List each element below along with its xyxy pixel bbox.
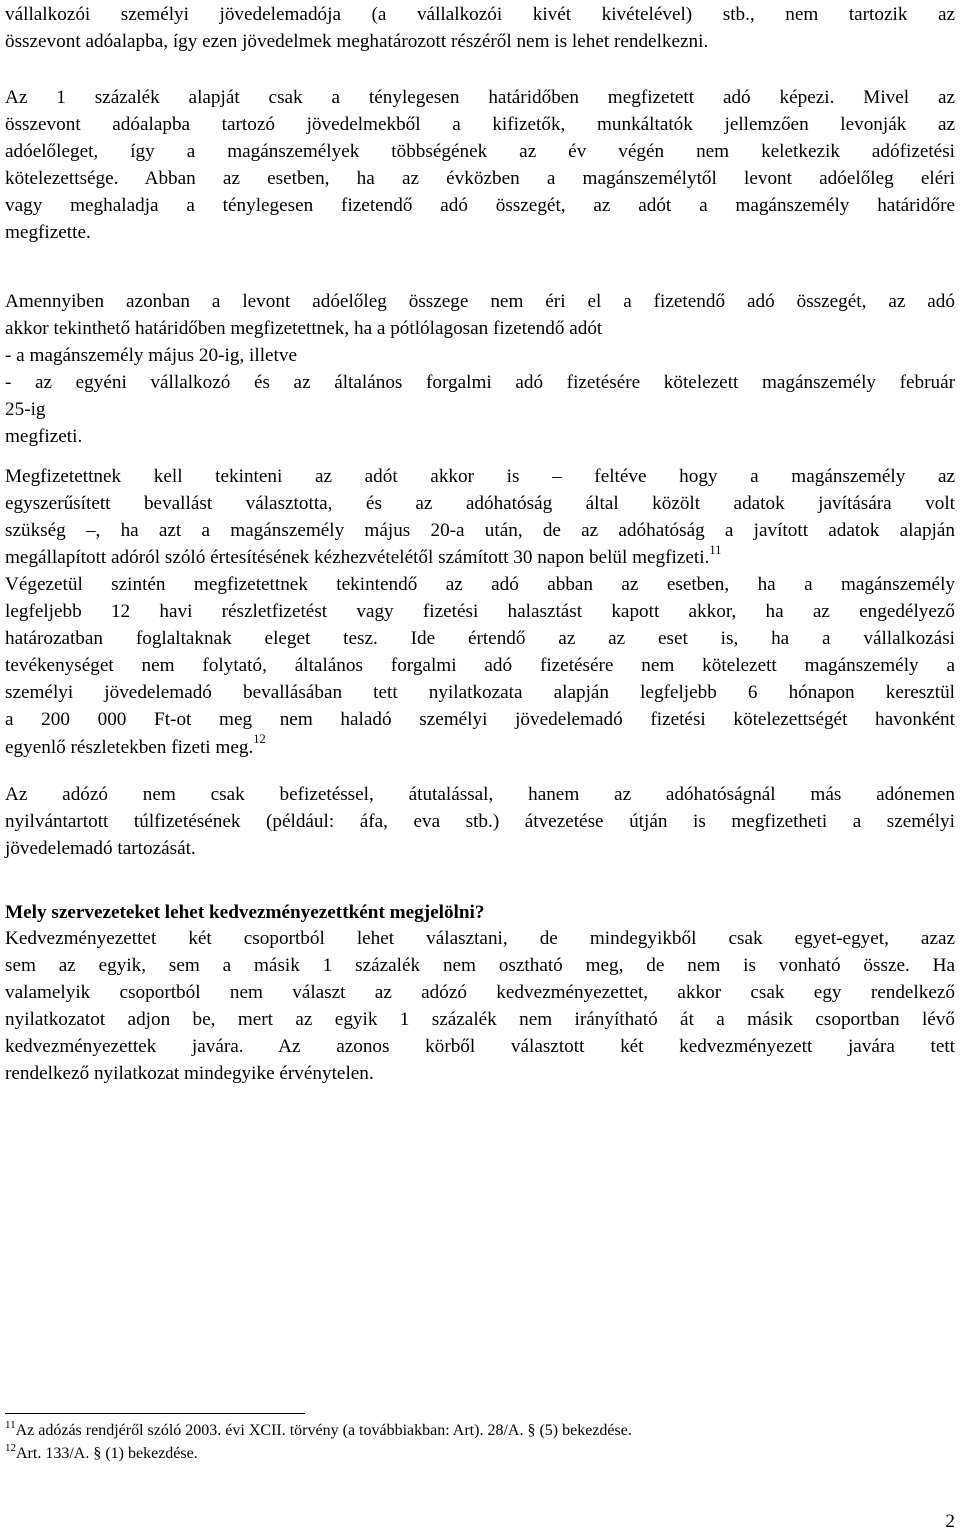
text-line: Kedvezményezettet két csoportból lehet választani, de mindegyikből csak egyet-egyet, azaz (5, 928, 955, 949)
text-line: valamelyik csoportból nem választ az adózó kedvezményezettet, akkor csak egy rendelkező (5, 982, 955, 1004)
text-line: a 200 000 Ft-ot meg nem haladó személyi jövedelemadó fizetési kötelezettségét havonként (5, 709, 955, 731)
paragraph-amennyiben (5, 288, 955, 451)
text-line: vagy meghaladja a ténylegesen fizetendő adó összegét, az adót a magánszemély határidőre (5, 195, 955, 217)
list-item: - a magánszemély május 20-ig, illetve (5, 345, 297, 367)
paragraph-adozo (5, 781, 955, 862)
list-item: - az egyéni vállalkozó és az általános forgalmi adó fizetésére kötelezett magánszemély február (5, 372, 955, 394)
footnote-reference: 12 (253, 732, 266, 747)
text-line: szükség –, ha azt a magánszemély május 20-a után, de az adóhatóság a javított adatok alapján (5, 520, 955, 542)
section-heading: Mely szervezeteket lehet kedvezményezettként megjelölni? (5, 902, 485, 923)
text-line: összevont adóalapba tartozó jövedelmekből a kifizetők, munkáltatók jellemzően levonják az (5, 114, 955, 136)
text-line: vállalkozói személyi jövedelemadója (a vállalkozói kivét kivételével) stb., nem tartozik az (5, 4, 955, 25)
text-line: kedvezményezettek javára. Az azonos körből választott két kedvezményezett javára tett (5, 1036, 955, 1058)
text-line: egyszerűsített bevallást választotta, és az adóhatóság által közölt adatok javítására volt (5, 493, 955, 515)
text-line: megfizeti. (5, 426, 83, 448)
text-line: legfeljebb 12 havi részletfizetést vagy fizetési halasztást kapott akkor, ha az engedélyező (5, 601, 955, 623)
text-line: megfizette. (5, 222, 91, 244)
text-line: határozatban foglaltaknak eleget tesz. Ide értendő az az eset is, ha a vállalkozási (5, 628, 955, 650)
text-line: Az adózó nem csak befizetéssel, átutalással, hanem az adóhatóságnál más adónemen (5, 784, 955, 805)
footnote-number: 12 (5, 1441, 16, 1454)
text-line: akkor tekinthető határidőben megfizetettnek, ha a pótlólagosan fizetendő adót (5, 318, 603, 340)
text-line: Megfizetettnek kell tekinteni az adót akkor is – feltéve hogy a magánszemély az (5, 466, 955, 487)
text-line (5, 734, 955, 761)
footnote-reference: 11 (709, 542, 722, 557)
footnote-11 (5, 1418, 905, 1441)
text-line: 25-ig (5, 399, 46, 421)
paragraph-vegezetul (5, 571, 955, 761)
text-line: tevékenységet nem folytató, általános forgalmi adó fizetésére nem kötelezett magánszemély a (5, 655, 955, 677)
text-line-content: megállapított adóról szóló értesítésének kézhezvételétől számított 30 napon belül megfizeti. (5, 547, 710, 569)
text-line: Az 1 százalék alapját csak a ténylegesen határidőben megfizetett adó képezi. Mivel az (5, 87, 955, 108)
paragraph-kedvezmenyezett (5, 925, 955, 1088)
text-line: adóelőleget, így a magánszemélyek többségének az év végén nem keletkezik adófizetési (5, 141, 955, 163)
text-line: Végezetül szintén megfizetettnek tekintendő az adó abban az esetben, ha a magánszemély (5, 574, 955, 595)
footnote-number: 11 (5, 1418, 16, 1431)
text-line-content: egyenlő részletekben fizeti meg. (5, 736, 254, 758)
text-line: összevont adóalapba, így ezen jövedelmek meghatározott részéről nem is lehet rendelkezni. (5, 31, 709, 53)
text-line: kötelezettsége. Abban az esetben, ha az évközben a magánszemélytől levont adóelőleg eléri (5, 168, 955, 190)
text-line: személyi jövedelemadó bevallásában tett nyilatkozata alapján legfeljebb 6 hónapon keresztül (5, 682, 955, 704)
text-line (5, 544, 955, 571)
footnote-12 (5, 1441, 905, 1464)
page-number: 2 (945, 1511, 955, 1532)
text-line: Amennyiben azonban a levont adóelőleg összege nem éri el a fizetendő adó összegét, az adó (5, 291, 955, 312)
footnote-text: Art. 133/A. § (1) bekezdése. (16, 1445, 198, 1462)
paragraph-intro (5, 1, 955, 55)
footnote-separator (5, 1413, 305, 1414)
text-line: sem az egyik, sem a másik 1 százalék nem osztható meg, de nem is vonható össze. Ha (5, 955, 955, 977)
paragraph-megfizetettnek (5, 463, 955, 571)
text-line: nyilvántartott túlfizetésének (például: áfa, eva stb.) átvezetése útján is megfizetheti a személyi (5, 811, 955, 833)
paragraph-base (5, 84, 955, 247)
text-line: rendelkező nyilatkozat mindegyike érvénytelen. (5, 1063, 374, 1085)
footnote-text: Az adózás rendjéről szóló 2003. évi XCII. törvény (a továbbiakban: Art). 28/A. § (5) bekezdése. (15, 1422, 632, 1439)
text-line: nyilatkozatot adjon be, mert az egyik 1 százalék nem irányítható át a másik csoportban lévő (5, 1009, 955, 1031)
text-line: jövedelemadó tartozását. (5, 838, 196, 860)
